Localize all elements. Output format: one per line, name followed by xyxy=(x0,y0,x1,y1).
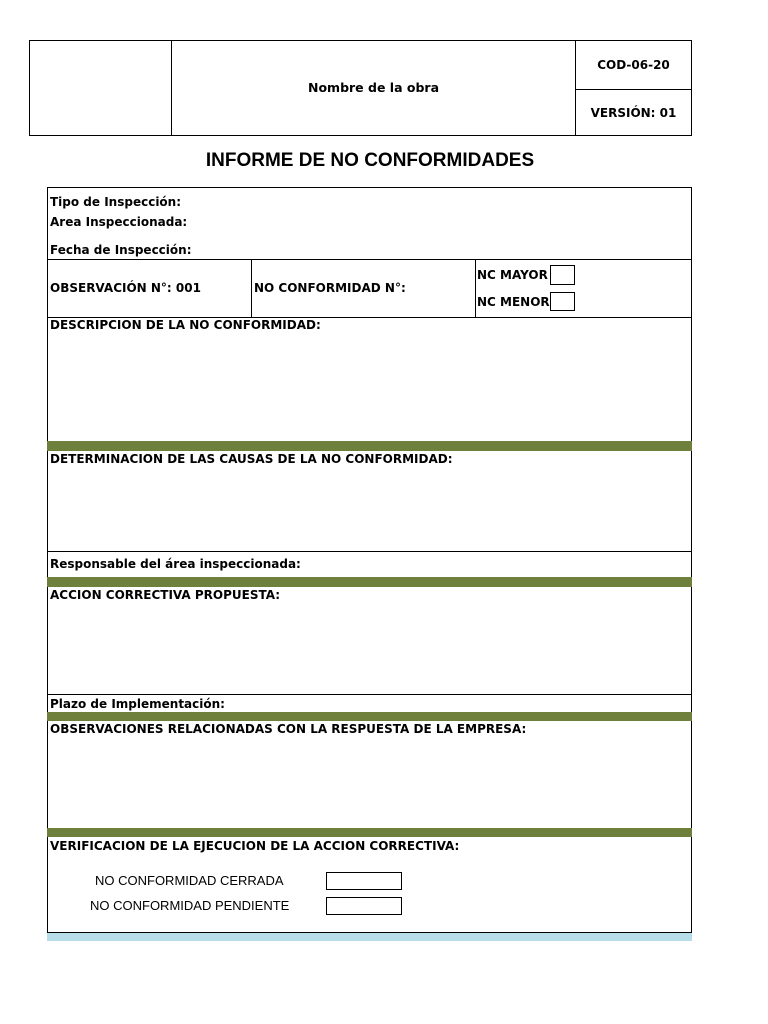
section-band xyxy=(47,712,692,721)
section-band xyxy=(47,828,692,837)
work-name-cell xyxy=(172,41,576,135)
page-title: INFORME DE NO CONFORMIDADES xyxy=(205,150,535,171)
column-divider xyxy=(475,259,476,318)
nc-major-label: NC MAYOR xyxy=(477,268,548,282)
document-version: VERSIÓN: 01 xyxy=(590,105,677,120)
nc-minor-checkbox[interactable] xyxy=(550,292,575,311)
inspection-type-label: Tipo de Inspección: xyxy=(50,195,182,209)
nc-minor-label: NC MENOR xyxy=(477,295,550,309)
verification-heading: VERIFICACION DE LA EJECUCION DE LA ACCION CORRECTIVA: xyxy=(50,839,460,853)
observation-number: OBSERVACIÓN N°: 001 xyxy=(50,281,201,295)
version-cell xyxy=(576,90,691,135)
nonconformity-number-label: NO CONFORMIDAD N°: xyxy=(254,281,406,295)
nc-major-checkbox[interactable] xyxy=(550,265,575,285)
section-band xyxy=(47,441,692,451)
company-observations-heading: OBSERVACIONES RELACIONADAS CON LA RESPUESTA DE LA EMPRESA: xyxy=(50,722,527,736)
corrective-action-heading: ACCION CORRECTIVA PROPUESTA: xyxy=(50,588,281,602)
inspected-area-label: Area Inspeccionada: xyxy=(50,215,188,229)
document-code: COD-06-20 xyxy=(597,58,670,72)
header-box xyxy=(29,40,692,136)
closed-option-box[interactable] xyxy=(326,872,402,890)
pending-option-label: NO CONFORMIDAD PENDIENTE xyxy=(90,898,290,913)
code-cell xyxy=(576,41,691,90)
deadline-label: Plazo de Implementación: xyxy=(50,697,225,711)
row-divider xyxy=(47,259,692,260)
row-divider xyxy=(47,551,692,552)
responsible-label: Responsable del área inspeccionada: xyxy=(50,557,301,571)
description-heading: DESCRIPCION DE LA NO CONFORMIDAD: xyxy=(50,318,321,332)
section-band xyxy=(47,577,692,587)
inspection-date-label: Fecha de Inspección: xyxy=(50,243,192,257)
closed-option-label: NO CONFORMIDAD CERRADA xyxy=(95,873,284,888)
pending-option-box[interactable] xyxy=(326,897,402,915)
column-divider xyxy=(251,259,252,318)
footer-band xyxy=(47,933,692,941)
logo-cell xyxy=(30,41,172,135)
causes-heading: DETERMINACION DE LAS CAUSAS DE LA NO CONFORMIDAD: xyxy=(50,452,453,466)
row-divider xyxy=(47,694,692,695)
work-name: Nombre de la obra xyxy=(308,80,439,95)
